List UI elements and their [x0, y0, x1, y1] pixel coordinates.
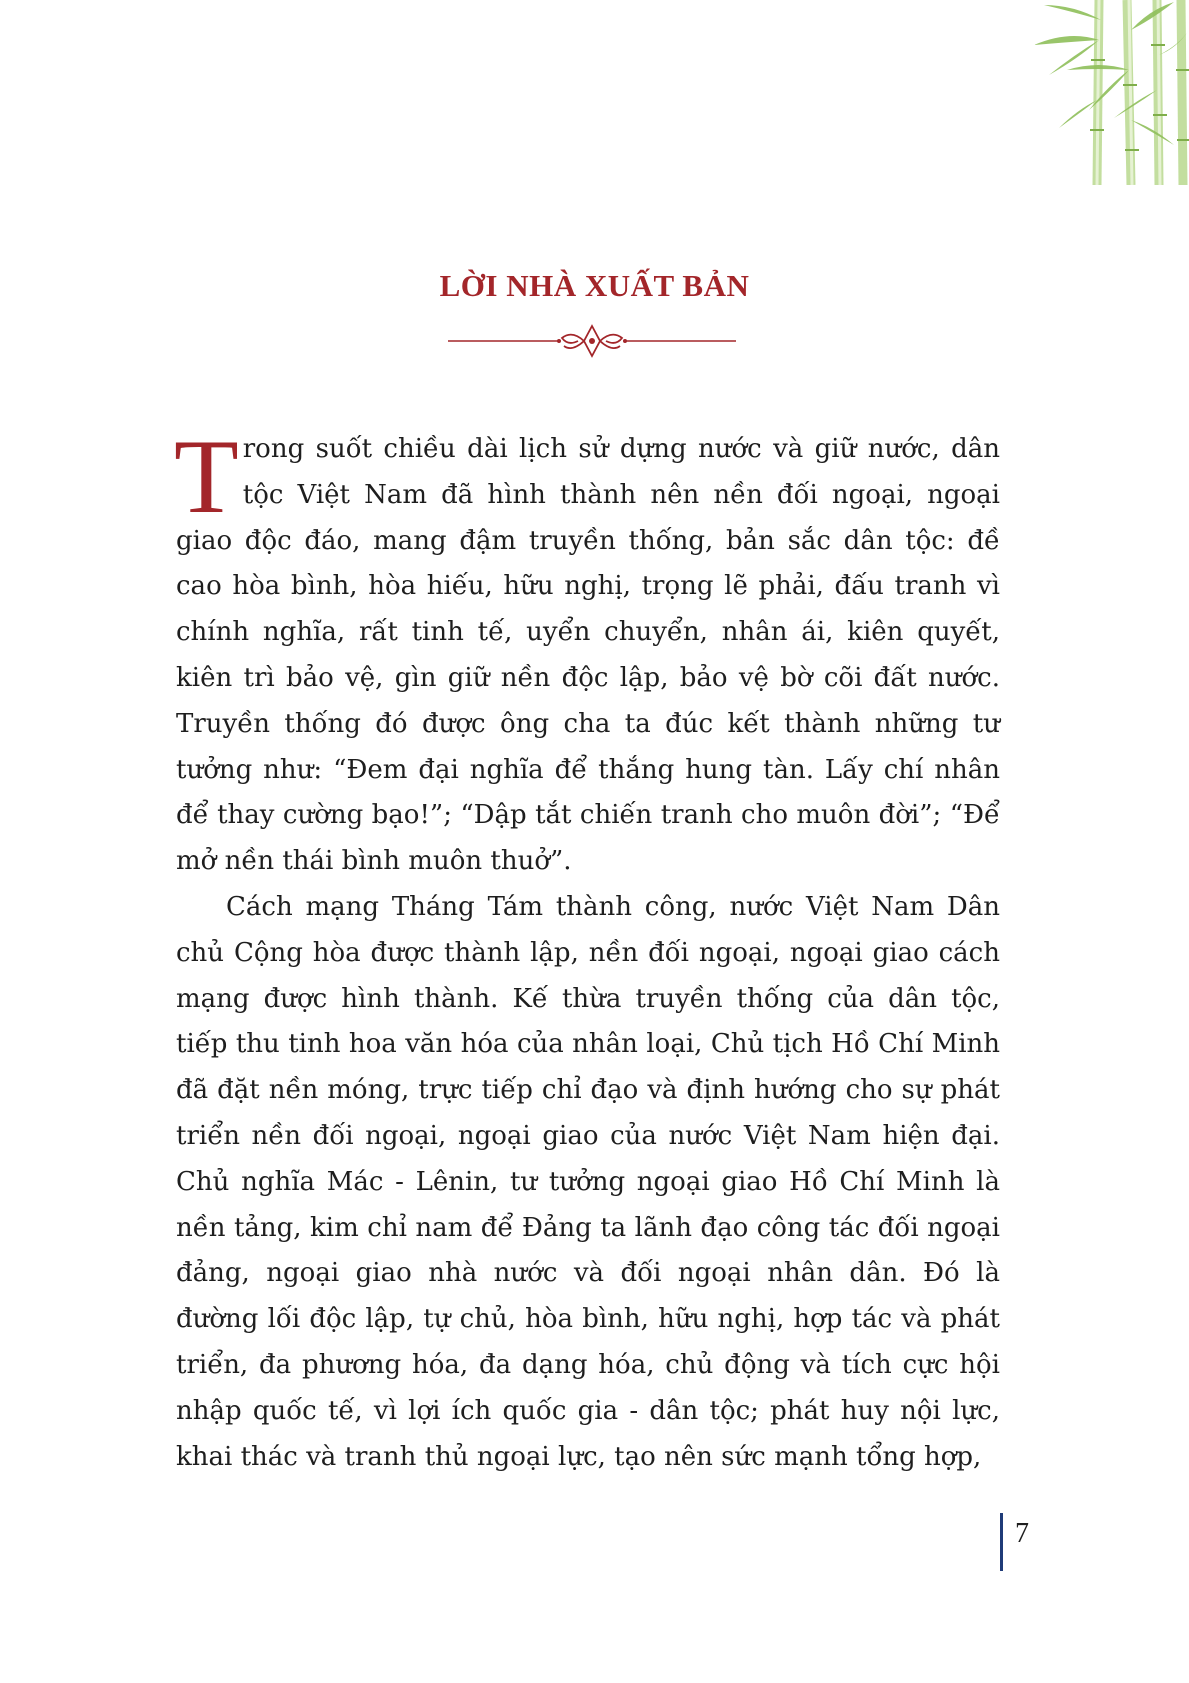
drop-cap: T	[174, 418, 239, 535]
paragraph-1	[174, 418, 1000, 885]
page-number-bar	[1000, 1513, 1003, 1571]
floral-ornament-icon	[448, 322, 736, 360]
bamboo-decoration	[949, 0, 1189, 185]
page-number: 7	[1015, 1518, 1029, 1549]
paragraph-2: Cách mạng Tháng Tám thành công, nước Việt Nam Dân chủ Cộng hòa được thành lập, nền đối ngoại, ngoại giao cách mạng được hình thành. Kế thừa truyền thống của dân tộc, tiếp thu tinh hoa văn hóa của nhân loại, Chủ tịch Hồ Chí Minh đã đặt nền móng, trực tiếp chỉ đạo và định hướng cho sự phát triển nền đối ngoại, ngoại giao của nước Việt Nam hiện đại. Chủ nghĩa Mác - Lênin, tư tưởng ngoại giao Hồ Chí Minh là nền tảng, kim chỉ nam để Đảng ta lãnh đạo công tác đối ngoại đảng, ngoại giao nhà nước và đối ngoại nhân dân. Đó là đường lối độc lập, tự chủ, hòa bình, hữu nghị, hợp tác và phát triển, đa phương hóa, đa dạng hóa, chủ động và tích cực hội nhập quốc tế, vì lợi ích quốc gia - dân tộc; phát huy nội lực, khai thác và tranh thủ ngoại lực, tạo nên sức mạnh tổng hợp,	[176, 891, 1000, 1472]
page-title: LỜI NHÀ XUẤT BẢN	[439, 268, 750, 303]
paragraph-1-text: rong suốt chiều dài lịch sử dựng nước và giữ nước, dân tộc Việt Nam đã hình thành nên nền đối ngoại, ngoại giao độc đáo, mang đậm truyền thống, bản sắc dân tộc: đề cao hòa bình, hòa hiếu, hữu nghị, trọng lẽ phải, đấu tranh vì chính nghĩa, rất tinh tế, uyển chuyển, nhân ái, kiên quyết, kiên trì bảo vệ, gìn giữ nền độc lập, bảo vệ bờ cõi đất nước. Truyền thống đó được ông cha ta đúc kết thành những tư tưởng như: “Đem đại nghĩa để thắng hung tàn. Lấy chí nhân để thay cường bạo!”; “Dập tắt chiến tranh cho muôn đời”; “Để mở nền thái bình muôn thuở”.	[176, 434, 1000, 877]
body-text	[174, 418, 1000, 1480]
